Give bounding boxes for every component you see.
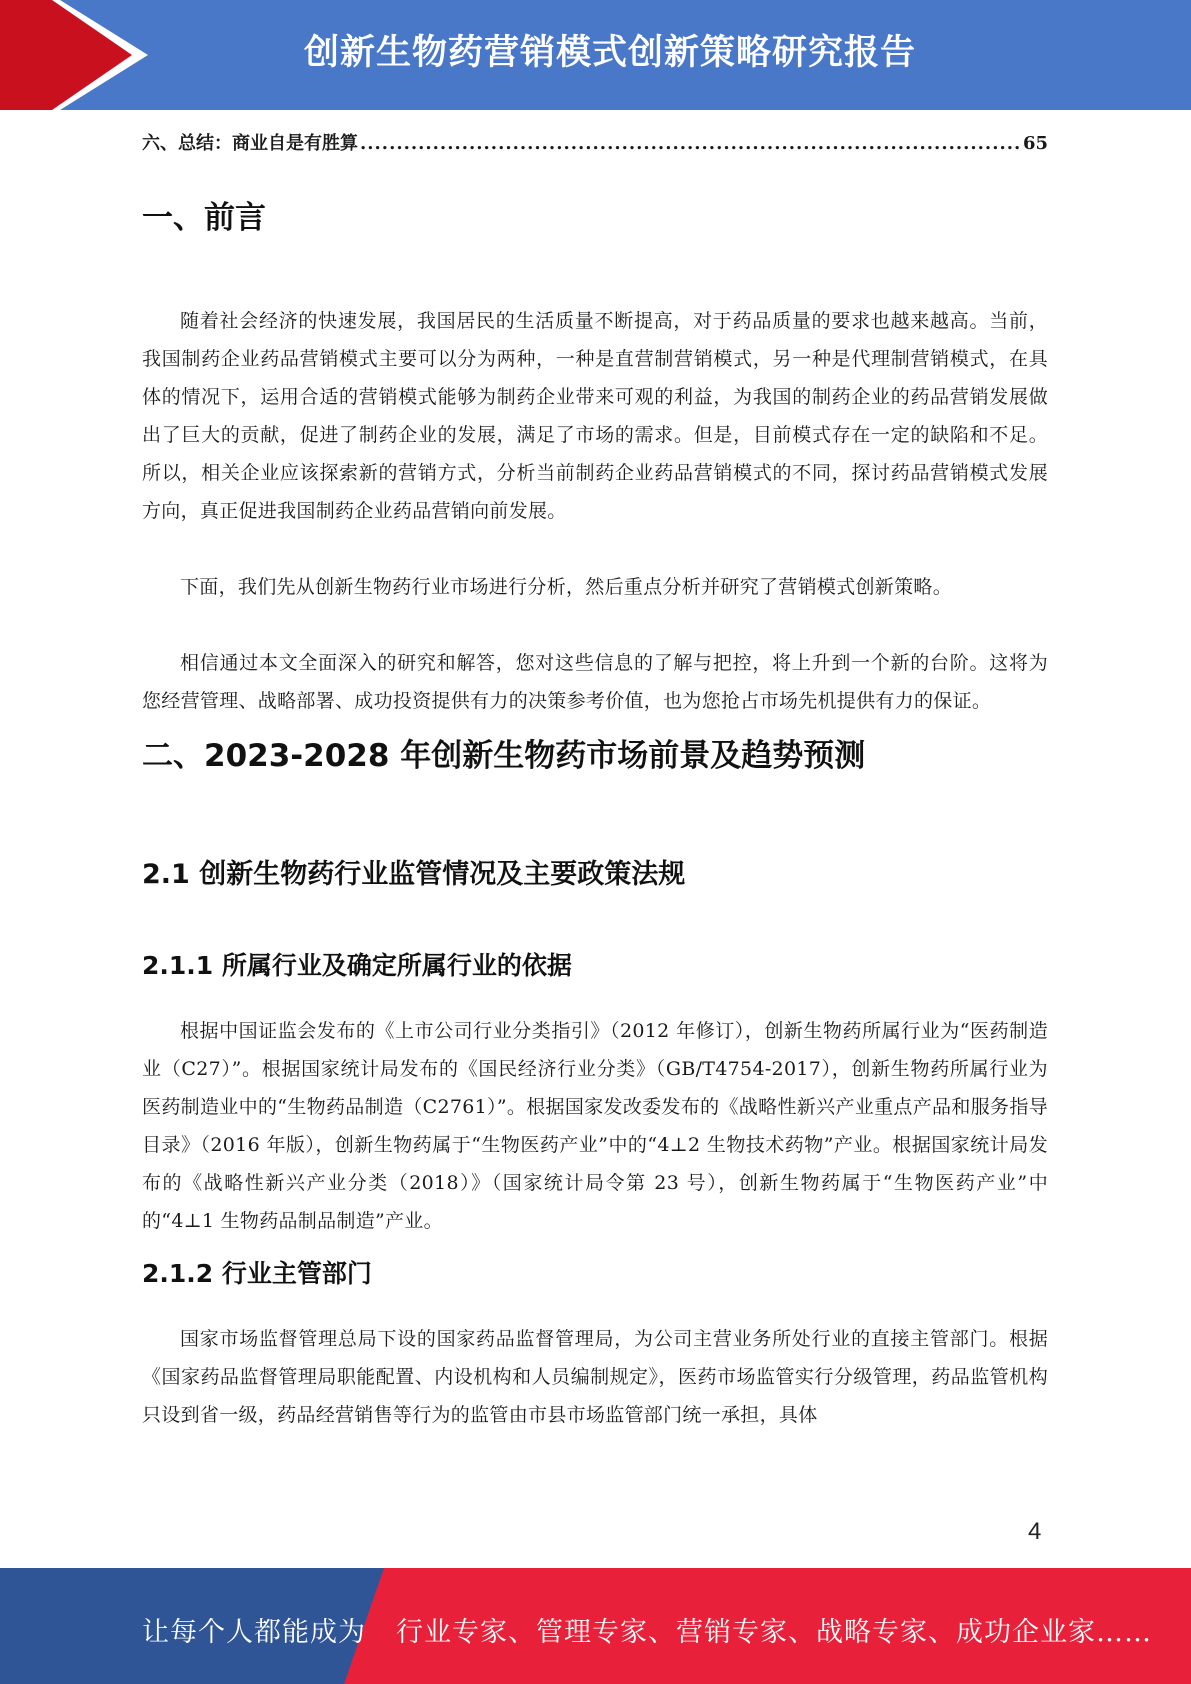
preface-paragraph-2: 下面，我们先从创新生物药行业市场进行分析，然后重点分析并研究了营销模式创新策略。 <box>180 576 953 598</box>
footer-slogan-right: 行业专家、管理专家、营销专家、战略专家、成功企业家…… <box>396 1617 1152 1648</box>
toc-entry-page: 65 <box>1022 133 1048 154</box>
section-heading-forecast: 二、2023-2028 年创新生物药市场前景及趋势预测 <box>142 738 866 774</box>
page-number: 4 <box>1028 1518 1042 1545</box>
document-body <box>142 196 1048 1434</box>
section-heading-preface: 一、前言 <box>142 200 266 236</box>
regulator-paragraph: 国家市场监督管理总局下设的国家药品监督管理局，为公司主营业务所处行业的直接主管部门。根据《国家药品监督管理局职能配置、内设机构和人员编制规定》，医药市场监管实行分级管理，药品监管机构只设到省一级，药品经营销售等行为的监管由市县市场监管部门统一承担，具体 <box>142 1328 1048 1426</box>
subsection-heading-2-1-2: 2.1.2 行业主管部门 <box>142 1259 372 1288</box>
footer-slogan-left: 让每个人都能成为 <box>142 1617 366 1648</box>
page-header <box>0 0 1191 110</box>
preface-paragraph-1: 随着社会经济的快速发展，我国居民的生活质量不断提高，对于药品质量的要求也越来越高。当前，我国制药企业药品营销模式主要可以分为两种，一种是直营制营销模式，另一种是代理制营销模式，在具体的情况下，运用合适的营销模式能够为制药企业带来可观的利益，为我国的制药企业的药品营销发展做出了巨大的贡献，促进了制药企业的发展，满足了市场的需求。但是，目前模式存在一定的缺陷和不足。所以，相关企业应该探索新的营销方式，分析当前制药企业药品营销模式的不同，探讨药品营销模式发展方向，真正促进我国制药企业药品营销向前发展。 <box>142 310 1048 522</box>
page-footer <box>0 1568 1191 1684</box>
industry-classification-paragraph: 根据中国证监会发布的《上市公司行业分类指引》（2012 年修订），创新生物药所属行业为“医药制造业（C27）”。根据国家统计局发布的《国民经济行业分类》（GB/T4754-2017），创新生物药所属行业为医药制造业中的“生物药品制造（C2761）”。根据国家发改委发布的《战略性新兴产业重点产品和服务指导目录》（2016 年版），创新生物药属于“生物医药产业”中的“4⊥2 生物技术药物”产业。根据国家统计局发布的《战略性新兴产业分类（2018）》（国家统计局令第 23 号），创新生物药属于“生物医药产业”中的“4⊥1 生物药品制品制造”产业。 <box>142 1020 1048 1232</box>
toc-entry[interactable] <box>142 130 1048 158</box>
toc-entry-label: 六、总结：商业自是有胜算 <box>142 133 358 154</box>
subsection-heading-2-1-1: 2.1.1 所属行业及确定所属行业的依据 <box>142 951 572 980</box>
subsection-heading-2-1: 2.1 创新生物药行业监管情况及主要政策法规 <box>142 859 686 890</box>
preface-paragraph-3: 相信通过本文全面深入的研究和解答，您对这些信息的了解与把控，将上升到一个新的台阶。这将为您经营管理、战略部署、成功投资提供有力的决策参考价值，也为您抢占市场先机提供有力的保证。 <box>142 652 1048 712</box>
report-title: 创新生物药营销模式创新策略研究报告 <box>303 33 916 73</box>
toc-leader-dots <box>360 130 1021 158</box>
